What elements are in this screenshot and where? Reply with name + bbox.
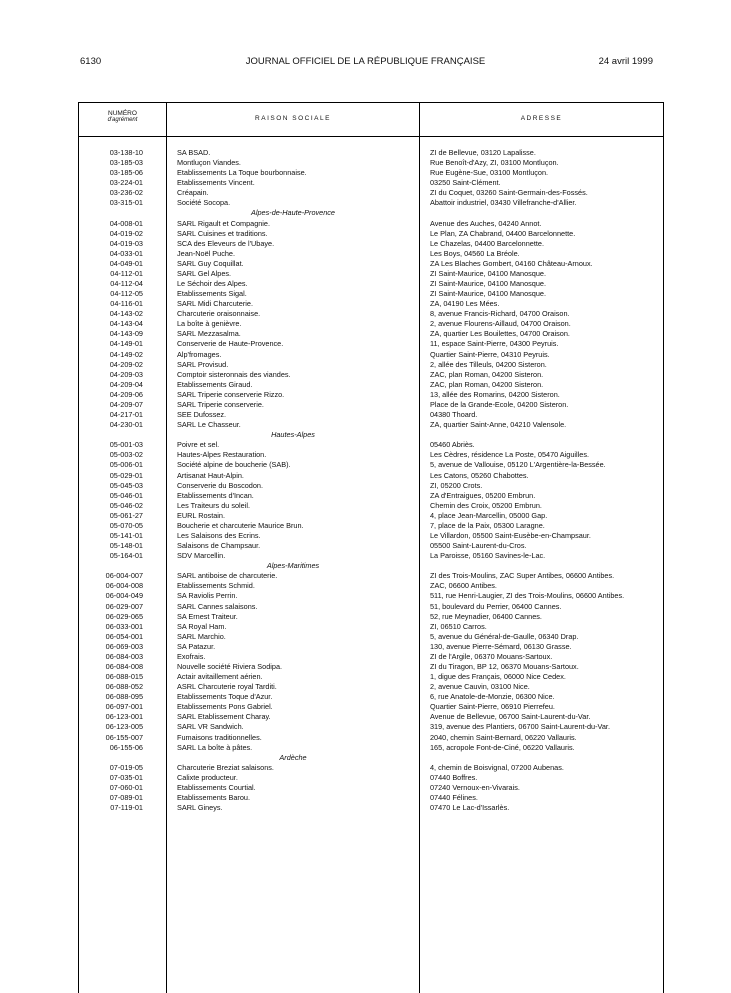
region-label: Ardèche — [279, 752, 307, 762]
company-address: 7, place de la Paix, 05300 Laragne. — [430, 520, 545, 530]
table-row — [79, 612, 663, 622]
company-address: ZA, quartier Les Bouilettes, 04700 Oraison. — [430, 329, 570, 339]
table-row — [79, 239, 663, 249]
approval-number: 06-054-001 — [105, 631, 143, 641]
company-name: SEE Dufossez. — [177, 410, 227, 420]
company-name: SARL Rigault et Compagnie. — [177, 218, 271, 228]
table-body — [79, 148, 663, 813]
approval-number: 04-116-01 — [110, 299, 143, 309]
company-address: ZA, 04190 Les Mées. — [430, 299, 500, 309]
approval-number: 06-123-001 — [105, 712, 143, 722]
company-name: SARL Cannes salaisons. — [177, 601, 258, 611]
company-address: ZI du Coquet, 03260 Saint-Germain-des-Fossés. — [430, 188, 588, 198]
table-row — [79, 420, 663, 430]
table-row — [79, 712, 663, 722]
region-label: Alpes-Maritimes — [266, 561, 320, 571]
company-name: Etablissements Barou. — [177, 793, 251, 802]
company-name: Boucherie et charcuterie Maurice Brun. — [177, 520, 304, 530]
approval-number: 04-143-02 — [109, 309, 143, 319]
table-row — [79, 319, 663, 329]
company-name: Charcuterie oraisonnaise. — [177, 309, 261, 319]
company-name: SARL VR Sandwich. — [177, 722, 244, 732]
company-name: SARL antiboise de charcuterie. — [177, 571, 278, 581]
company-address: 11, espace Saint-Pierre, 04300 Peyruis. — [430, 339, 559, 349]
approval-number: 06-088-052 — [105, 682, 143, 692]
approval-number: 05-061-27 — [109, 510, 143, 520]
approval-number: 04-019-03 — [109, 238, 143, 248]
approval-number: 05-001-03 — [109, 440, 143, 450]
company-address: 8, avenue Francis-Richard, 04700 Oraison. — [430, 309, 570, 319]
approval-number: 06-069-003 — [105, 641, 143, 651]
company-address: Le Plan, ZA Chabrand, 04400 Barcelonnette. — [430, 228, 576, 238]
table-row — [79, 460, 663, 470]
approval-table — [78, 102, 664, 993]
table-row — [79, 198, 663, 208]
approval-number: 04-230-01 — [109, 420, 143, 430]
company-address: 1, digue des Français, 06000 Nice Cedex. — [430, 672, 566, 682]
table-row — [79, 803, 663, 813]
company-address: ZAC, plan Roman, 04200 Sisteron. — [430, 379, 544, 389]
company-address: 05460 Abriès. — [430, 440, 475, 450]
company-address: 07240 Vernoux-en-Vivarais. — [430, 782, 520, 792]
table-row — [79, 440, 663, 450]
table-row — [79, 602, 663, 612]
approval-number: 07-119-01 — [110, 803, 143, 813]
table-row — [79, 269, 663, 279]
approval-number: 04-019-02 — [109, 228, 143, 238]
company-name: SARL Gineys. — [177, 803, 223, 813]
approval-number: 06-004-007 — [105, 571, 143, 581]
company-name: Artisanat Haut-Alpin. — [177, 470, 244, 480]
company-address: Les Boys, 04560 La Bréole. — [430, 248, 520, 258]
table-row — [79, 672, 663, 682]
company-name: SARL La boîte à pâtes. — [177, 742, 253, 752]
table-row — [79, 259, 663, 269]
company-address: 05500 Saint-Laurent-du-Cros. — [430, 541, 527, 551]
approval-number: 05-164-01 — [109, 551, 143, 561]
company-name: Hautes-Alpes Restauration. — [177, 450, 267, 460]
company-address: 4, chemin de Boisvignal, 07200 Aubenas. — [430, 762, 564, 772]
company-name: Actair avitaillement aérien. — [177, 672, 263, 682]
company-address: Les Cèdres, résidence La Poste, 05470 Aiguilles. — [430, 450, 590, 460]
approval-number: 03-185-06 — [109, 168, 143, 178]
company-name: SARL Guy Coquillat. — [177, 258, 244, 268]
company-address: 03250 Saint-Clément. — [430, 178, 501, 188]
table-row — [79, 148, 663, 158]
company-name: Etablissements Vincent. — [177, 178, 255, 188]
approval-number: 04-143-09 — [109, 329, 143, 339]
company-name: Montluçon Viandes. — [177, 158, 241, 168]
company-address: Chemin des Croix, 05200 Embrun. — [430, 500, 542, 510]
approval-number: 05-003-02 — [109, 450, 143, 460]
approval-number: 04-209-06 — [109, 389, 143, 399]
region-heading — [79, 561, 663, 571]
table-row — [79, 370, 663, 380]
approval-number: 07-089-01 — [109, 793, 143, 802]
company-name: Conserverie de Haute-Provence. — [177, 339, 284, 349]
table-row — [79, 531, 663, 541]
company-address: ZAC, plan Roman, 04200 Sisteron. — [430, 369, 544, 379]
company-name: Conserverie du Boscodon. — [177, 480, 263, 490]
table-row — [79, 793, 663, 803]
table-row — [79, 491, 663, 501]
table-row — [79, 158, 663, 168]
table-row — [79, 481, 663, 491]
approval-number: 05-029-01 — [109, 470, 143, 480]
company-address: 07440 Boffres. — [430, 772, 478, 782]
company-name: Fumaisons traditionnelles. — [177, 732, 262, 742]
approval-number: 06-084-003 — [105, 651, 143, 661]
table-row — [79, 249, 663, 259]
table-row — [79, 722, 663, 732]
table-row — [79, 622, 663, 632]
company-name: Charcuterie Breziat salaisons. — [177, 762, 274, 772]
table-row — [79, 541, 663, 551]
company-address: 2, avenue Cauvin, 03100 Nice. — [430, 682, 530, 692]
company-address: ZA d'Entraigues, 05200 Embrun. — [430, 490, 536, 500]
company-name: SARL Midi Charcuterie. — [177, 299, 253, 309]
company-name: SARL Mezzasalma. — [177, 329, 241, 339]
company-address: La Paroisse, 05160 Savines-le-Lac. — [430, 551, 546, 561]
region-heading — [79, 208, 663, 218]
table-row — [79, 471, 663, 481]
approval-number: 04-143-04 — [109, 319, 143, 329]
company-name: Etablissements La Toque bourbonnaise. — [177, 168, 307, 178]
company-name: Créapain. — [177, 188, 209, 198]
company-address: ZI Saint-Maurice, 04100 Manosque. — [430, 289, 547, 299]
table-row — [79, 571, 663, 581]
approval-number: 03-236-02 — [109, 188, 143, 198]
approval-number: 07-060-01 — [109, 782, 143, 792]
approval-number: 04-112-01 — [110, 268, 143, 278]
approval-number: 05-148-01 — [109, 541, 143, 551]
approval-number: 07-019-05 — [109, 762, 143, 772]
column-header-number — [79, 110, 166, 124]
company-name: SARL Provisud. — [177, 359, 229, 369]
company-address: ZI Saint-Maurice, 04100 Manosque. — [430, 279, 547, 289]
company-address: 2, allée des Tilleuls, 04200 Sisteron. — [430, 359, 547, 369]
approval-number: 05-141-01 — [109, 530, 143, 540]
company-name: SA Ernest Traiteur. — [177, 611, 238, 621]
approval-number: 03-224-01 — [109, 178, 143, 188]
approval-number: 04-209-02 — [109, 359, 143, 369]
approval-number: 06-097-001 — [105, 702, 143, 712]
table-row — [79, 591, 663, 601]
approval-number: 06-088-095 — [105, 692, 143, 702]
company-address: 6, rue Anatole-de-Monzie, 06300 Nice. — [430, 692, 555, 702]
approval-number: 04-209-03 — [109, 369, 143, 379]
company-address: Avenue des Auches, 04240 Annot. — [430, 218, 542, 228]
table-row — [79, 279, 663, 289]
company-name: ASRL Charcuterie royal Tarditi. — [177, 682, 277, 692]
company-name: SARL Triperie conserverie. — [177, 399, 264, 409]
table-row — [79, 551, 663, 561]
approval-number: 06-155-06 — [109, 742, 143, 752]
table-row — [79, 682, 663, 692]
company-name: Alp'fromages. — [177, 349, 222, 359]
company-address: 5, avenue de Vallouise, 05120 L'Argentière-la-Bessée. — [430, 460, 606, 470]
table-row — [79, 168, 663, 178]
column-header-raison-sociale: RAISON SOCIALE — [255, 115, 331, 122]
table-row — [79, 763, 663, 773]
company-name: Etablissements d'Incan. — [177, 490, 254, 500]
approval-number: 04-217-01 — [109, 410, 143, 420]
company-name: SARL Cuisines et traditions. — [177, 228, 268, 238]
company-name: Etablissements Giraud. — [177, 379, 253, 389]
company-address: 52, rue Meynadier, 06400 Cannes. — [430, 611, 542, 621]
approval-number: 05-046-02 — [109, 500, 143, 510]
table-row — [79, 632, 663, 642]
table-row — [79, 380, 663, 390]
company-address: 319, avenue des Plantiers, 06700 Saint-Laurent-du-Var. — [430, 722, 610, 732]
company-address: 4, place Jean-Marcellin, 05000 Gap. — [430, 510, 548, 520]
company-name: Etablissements Pons Gabriel. — [177, 702, 273, 712]
company-name: SA Raviolis Perrin. — [177, 591, 238, 601]
company-address: Quartier Saint-Pierre, 06910 Pierrefeu. — [430, 702, 555, 712]
company-address: 13, allée des Romarins, 04200 Sisteron. — [430, 389, 560, 399]
approval-number: 06-088-015 — [105, 672, 143, 682]
company-address: ZI Saint-Maurice, 04100 Manosque. — [430, 268, 547, 278]
company-address: Le Villardon, 05500 Saint-Eusèbe-en-Champsaur. — [430, 530, 591, 540]
company-address: ZI de Bellevue, 03120 Lapalisse. — [430, 148, 536, 157]
column-header-number-label: NUMÉRO — [108, 110, 137, 117]
company-name: Poivre et sel. — [177, 440, 220, 450]
approval-number: 06-004-008 — [105, 581, 143, 591]
company-name: Salaisons de Champsaur. — [177, 541, 261, 551]
table-row — [79, 400, 663, 410]
table-row — [79, 390, 663, 400]
table-row — [79, 229, 663, 239]
company-name: Le Séchoir des Alpes. — [177, 279, 248, 289]
company-address: 165, acropole Font-de-Ciné, 06220 Vallauris. — [430, 742, 575, 752]
approval-number: 03-185-03 — [109, 158, 143, 168]
table-row — [79, 652, 663, 662]
company-name: Exofrais. — [177, 651, 206, 661]
approval-number: 07-035-01 — [109, 772, 143, 782]
company-address: 2, avenue Flourens-Aillaud, 04700 Oraison. — [430, 319, 571, 329]
approval-number: 04-209-07 — [109, 399, 143, 409]
approval-number: 04-049-01 — [109, 258, 143, 268]
approval-number: 04-149-02 — [109, 349, 143, 359]
company-address: 07440 Félines. — [430, 793, 478, 802]
company-address: Avenue de Bellevue, 06700 Saint-Laurent-du-Var. — [430, 712, 591, 722]
table-row — [79, 450, 663, 460]
table-row — [79, 309, 663, 319]
company-address: ZI de l'Argile, 06370 Mouans-Sartoux. — [430, 651, 553, 661]
approval-number: 05-070-05 — [109, 520, 143, 530]
company-address: ZI, 05200 Crots. — [430, 480, 483, 490]
company-address: 2040, chemin Saint-Bernard, 06220 Vallauris. — [430, 732, 577, 742]
company-name: SA Patazur. — [177, 641, 216, 651]
approval-number: 04-209-04 — [109, 379, 143, 389]
company-name: La boîte à genièvre. — [177, 319, 242, 329]
company-name: Etablissements Sigal. — [177, 289, 247, 299]
company-address: Rue Eugène-Sue, 03100 Montluçon. — [430, 168, 549, 178]
approval-number: 06-029-065 — [105, 611, 143, 621]
table-row — [79, 360, 663, 370]
table-header — [79, 103, 663, 137]
region-heading — [79, 430, 663, 440]
company-name: SCA des Eleveurs de l'Ubaye. — [177, 238, 275, 248]
approval-number: 06-155-007 — [105, 732, 143, 742]
column-header-adresse: ADRESSE — [520, 115, 563, 122]
approval-number: 06-033-001 — [105, 621, 143, 631]
company-address: 130, avenue Pierre-Sémard, 06130 Grasse. — [430, 641, 572, 651]
approval-number: 05-006-01 — [109, 460, 143, 470]
approval-number: 03-138-10 — [109, 148, 143, 157]
approval-number: 04-008-01 — [109, 218, 143, 228]
approval-number: 04-149-01 — [109, 339, 143, 349]
approval-number: 04-112-05 — [110, 289, 143, 299]
table-row — [79, 733, 663, 743]
company-address: ZI, 06510 Carros. — [430, 621, 487, 631]
company-name: Les Salaisons des Ecrins. — [177, 530, 261, 540]
approval-number: 06-123-005 — [105, 722, 143, 732]
company-address: 511, rue Henri-Laugier, ZI des Trois-Moulins, 06600 Antibes. — [430, 591, 625, 601]
company-address: Place de la Grande-Ecole, 04200 Sisteron. — [430, 399, 569, 409]
table-row — [79, 299, 663, 309]
region-heading — [79, 753, 663, 763]
table-row — [79, 511, 663, 521]
table-row — [79, 662, 663, 672]
company-name: SARL Le Chasseur. — [177, 420, 241, 430]
page-number: 6130 — [80, 56, 102, 67]
table-row — [79, 188, 663, 198]
table-row — [79, 521, 663, 531]
table-row — [79, 410, 663, 420]
company-name: Etablissements Toque d'Azur. — [177, 692, 273, 702]
region-label: Hautes-Alpes — [271, 430, 315, 440]
company-address: Abattoir industriel, 03430 Villefranche-d'Allier. — [430, 198, 577, 208]
table-row — [79, 692, 663, 702]
company-name: Etablissements Courtial. — [177, 782, 256, 792]
approval-number: 06-029-007 — [105, 601, 143, 611]
table-row — [79, 350, 663, 360]
company-address: 04380 Thoard. — [430, 410, 478, 420]
table-row — [79, 178, 663, 188]
approval-number: 03-315-01 — [109, 198, 143, 208]
company-address: ZA Les Blaches Gombert, 04160 Château-Arnoux. — [430, 258, 593, 268]
table-row — [79, 642, 663, 652]
company-name: SDV Marcellin. — [177, 551, 226, 561]
company-name: Société Socopa. — [177, 198, 231, 208]
company-name: SARL Gel Alpes. — [177, 268, 232, 278]
company-name: Etablissements Schmid. — [177, 581, 255, 591]
company-name: EURL Rostain. — [177, 510, 225, 520]
company-address: Quartier Saint-Pierre, 04310 Peyruis. — [430, 349, 550, 359]
table-row — [79, 743, 663, 753]
company-address: Rue Benoît-d'Azy, ZI, 03100 Montluçon. — [430, 158, 559, 168]
company-address: 51, boulevard du Perrier, 06400 Cannes. — [430, 601, 562, 611]
approval-number: 05-045-03 — [109, 480, 143, 490]
column-header-number-sublabel: d'agrément — [107, 117, 138, 123]
table-row — [79, 339, 663, 349]
company-name: Comptoir sisteronnais des viandes. — [177, 369, 291, 379]
table-row — [79, 289, 663, 299]
region-label: Alpes-de-Haute-Provence — [251, 208, 335, 218]
company-name: SARL Etablissement Charay. — [177, 712, 271, 722]
table-row — [79, 773, 663, 783]
company-name: Société alpine de boucherie (SAB). — [177, 460, 291, 470]
table-row — [79, 219, 663, 229]
company-name: Jean-Noël Puche. — [177, 248, 236, 258]
table-row — [79, 501, 663, 511]
company-name: Nouvelle société Riviera Sodipa. — [177, 661, 283, 671]
table-row — [79, 783, 663, 793]
company-name: Les Traiteurs du soleil. — [177, 500, 251, 510]
table-row — [79, 581, 663, 591]
company-address: 5, avenue du Général-de-Gaulle, 06340 Drap. — [430, 631, 579, 641]
company-address: 07470 Le Lac-d'Issarlès. — [430, 803, 510, 813]
table-row — [79, 702, 663, 712]
company-name: SA BSAD. — [177, 148, 211, 157]
company-name: Calixte producteur. — [177, 772, 238, 782]
company-address: ZAC, 06600 Antibes. — [430, 581, 497, 591]
company-address: ZA, quartier Saint-Anne, 04210 Valensole. — [430, 420, 567, 430]
approval-number: 06-004-049 — [105, 591, 143, 601]
journal-title: JOURNAL OFFICIEL DE LA RÉPUBLIQUE FRANÇAISE — [245, 56, 486, 67]
company-address: Les Catons, 05260 Chabottes. — [430, 470, 529, 480]
approval-number: 04-112-04 — [110, 279, 143, 289]
issue-date: 24 avril 1999 — [598, 56, 653, 67]
approval-number: 06-084-008 — [105, 661, 143, 671]
approval-number: 05-046-01 — [109, 490, 143, 500]
table-row — [79, 329, 663, 339]
company-name: SARL Marchio. — [177, 631, 226, 641]
company-name: SARL Triperie conserverie Rizzo. — [177, 389, 285, 399]
company-name: SA Royal Ham. — [177, 621, 227, 631]
company-address: Le Chazelas, 04400 Barcelonnette. — [430, 238, 544, 248]
company-address: ZI des Trois-Moulins, ZAC Super Antibes, 06600 Antibes. — [430, 571, 615, 581]
approval-number: 04-033-01 — [109, 248, 143, 258]
company-address: ZI du Tiragon, BP 12, 06370 Mouans-Sartoux. — [430, 661, 579, 671]
